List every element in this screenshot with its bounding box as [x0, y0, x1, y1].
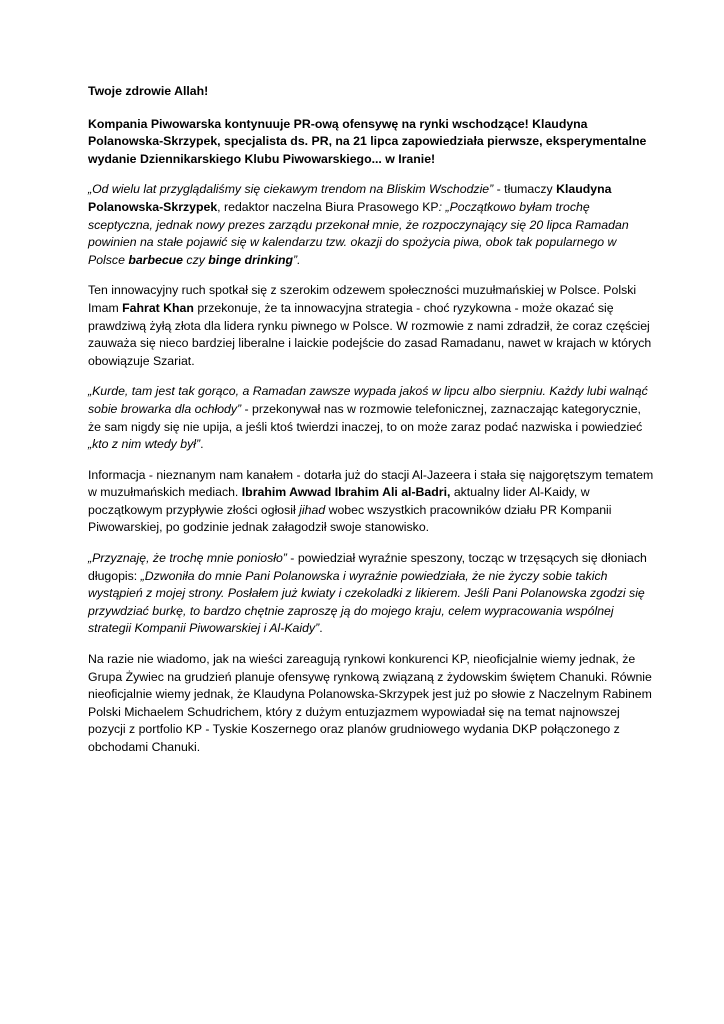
text: aktualny lider Al-Kaidy, w początkowym przypływie złości ogłosił [88, 485, 590, 517]
article-lead: Kompania Piwowarska kontynuuje PR-ową ofensywę na rynki wschodzące! Klaudyna Polanowska-Skrzypek, specjalista ds. PR, na 21 lipca zapowiedziała pierwsze, eksperymentalne wydanie Dziennikarskiego Klubu Piwowarskiego... w Iranie! [88, 116, 647, 166]
text: . [319, 621, 323, 636]
quote: „kto z nim wtedy był” [88, 437, 201, 452]
paragraph-4 [88, 467, 654, 537]
paragraph-2 [88, 282, 654, 370]
paragraph-3 [88, 383, 654, 453]
quote: „Kurde, tam jest tak gorąco, a Ramadan zawsze wypada jakoś w lipcu albo sierpniu. Każdy lubi walnąć sobie browarka dla ochłody” [88, 384, 648, 416]
quote: „Przyznaję, że trochę mnie poniosło” [88, 551, 287, 566]
emphasis: binge drinking [208, 252, 294, 267]
person-name: Klaudyna Polanowska-Skrzypek [88, 182, 612, 214]
text: , redaktor naczelna Biura Prasowego KP [217, 199, 439, 214]
paragraph-5 [88, 550, 654, 638]
quote-part: ”. [293, 252, 301, 267]
text: przekonuje, że ta innowacyjna strategia - choć ryzykowna - może okazać się prawdziwą żyłą złota dla lidera rynku piwnego w Polsce. W rozmowie z nami zdradził, że coraz częściej zauważa się nieco bardziej liberalne i laickie podejście do zasad Ramadanu, nawet w krajach w których obowiązuje Szariat. [88, 300, 652, 368]
paragraph-1 [88, 181, 654, 269]
quote: „Dzwoniła do mnie Pani Polanowska i wyraźnie powiedziała, że nie życzy sobie takich wystąpień z mojej strony. Posłałem już kwiaty i czekoladki z likierem. Jeśli Pani Polanowska zgodzi się przywdziać burkę, to bardzo chętnie zaproszę ją do mojego kraju, celem wypracowania wspólnej strategii Kompanii Piwowarskiej i Al-Kaidy” [88, 568, 645, 636]
text: - tłumaczy [493, 182, 557, 197]
quote-part: : „Początkowo byłam trochę sceptyczna, jednak nowy prezes zarządu przekonał mnie, że rozpoczynający się 20 lipca Ramadan powinien na stałe pojawić się w kalendarzu tzw. okazji do spożycia piwa, obok tak popularnego w Polsce [88, 199, 629, 267]
quote-part: czy [183, 252, 209, 267]
person-name: Ibrahim Awwad Ibrahim Ali al-Badri, [241, 485, 451, 500]
text: wobec wszystkich pracowników działu PR Kompanii Piwowarskiej, po godzinie jednak załagodził swoje stanowisko. [88, 502, 612, 535]
emphasis: jihad [299, 502, 326, 517]
quote: „Od wielu lat przyglądaliśmy się ciekawym trendom na Bliskim Wschodzie” [88, 182, 494, 197]
paragraph-6: Na razie nie wiadomo, jak na wieści zareagują rynkowi konkurenci KP, nieoficjalnie wiemy jednak, że Grupa Żywiec na grudzień planuje ofensywę rynkową związaną z żydowskim świętem Chanuki. Równie nieoficjalnie wiemy jednak, że Klaudyna Polanowska-Skrzypek jest już po słowie z Naczelnym Rabinem Polski Michaelem Schudrichem, który z dużym entuzjazmem wypowiadał się na temat najnowszej pozycji z portfolio KP - Tyskie Koszernego oraz planów grudniowego wydania DKP połączonego z obchodami Chanuki. [88, 652, 652, 754]
document-page [88, 83, 654, 770]
emphasis: barbecue [128, 252, 184, 267]
text: Ten innowacyjny ruch spotkał się z szerokim odzewem społeczności muzułmańskiej w Polsce. Polski Imam [88, 283, 637, 315]
text: Informacja - nieznanym nam kanałem - dotarła już do stacji Al-Jazeera i stała się najgorętszym tematem w muzułmańskich mediach. [88, 467, 654, 500]
text: . [200, 437, 204, 452]
text: - powiedział wyraźnie speszony, tocząc w trzęsących się dłoniach długopis: [88, 551, 647, 583]
article-title: Twoje zdrowie Allah! [88, 84, 209, 98]
person-name: Fahrat Khan [122, 300, 194, 315]
text: - przekonywał nas w rozmowie telefonicznej, zaznaczając kategorycznie, że sam nigdy się nie upija, a jeśli ktoś twierdzi inaczej, to on może zaraz podać nazwiska i powiedzieć [88, 401, 643, 434]
